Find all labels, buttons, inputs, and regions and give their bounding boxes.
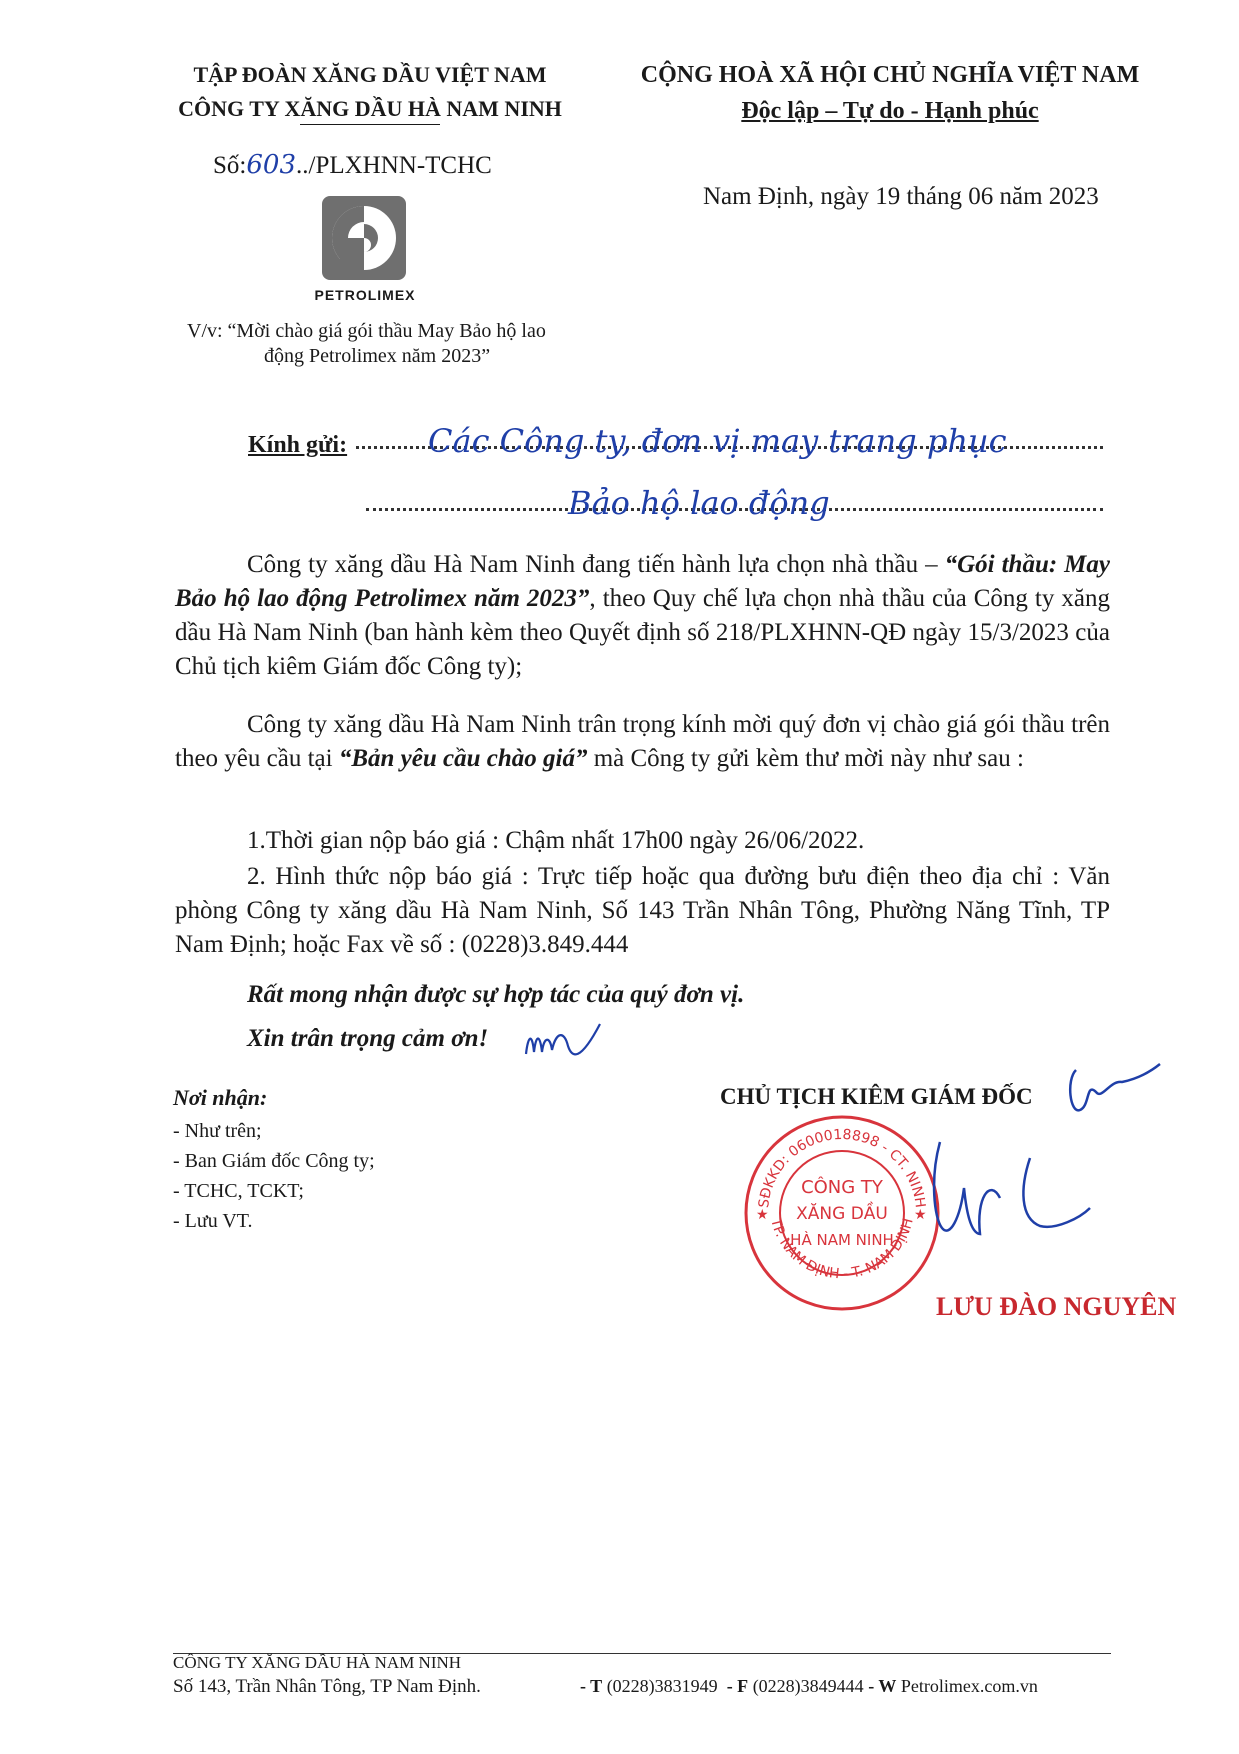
ref-suffix: ../PLXHNN-TCHC: [296, 152, 492, 179]
p1-text-a: Công ty xăng dầu Hà Nam Ninh đang tiến hành lựa chọn nhà thầu –: [247, 551, 945, 578]
reference-number: [213, 150, 492, 180]
company-name-text: CÔNG TY XĂNG DẦU HÀ NAM NINH: [178, 96, 562, 121]
recipients-label: Nơi nhận:: [173, 1085, 268, 1110]
fax-number: (0228)3849444: [748, 1676, 864, 1696]
signer-name: LƯU ĐÀO NGUYÊN: [936, 1292, 1177, 1321]
logo-text: PETROLIMEX: [314, 287, 416, 303]
footer-address: Số 143, Trần Nhân Tông, TP Nam Định.: [173, 1676, 481, 1697]
signature-scribble: [880, 1058, 1210, 1258]
phone-label: - T: [580, 1676, 603, 1696]
closing-line-2: [175, 1022, 1110, 1056]
body-paragraph-1: [175, 548, 1110, 684]
org-name: TẬP ĐOÀN XĂNG DẦU VIỆT NAM: [193, 62, 547, 87]
company-underline: [300, 124, 440, 125]
national-motto: [610, 98, 1170, 125]
addressee-label: [248, 432, 347, 459]
closing-line-1: Rất mong nhận được sự hợp tác của quý đơn vị.: [247, 981, 745, 1008]
seal-line-2: XĂNG DẦU: [796, 1204, 888, 1224]
addressee-handwritten-2: Bảo hộ lao động: [568, 484, 830, 522]
p2-text-a: Công ty xăng dầu Hà Nam Ninh trân trọng kính mời quý đơn vị chào giá gói thầu trên theo yêu cầu tại: [175, 711, 1110, 772]
fax-label: - F: [717, 1676, 749, 1696]
seal-line-3: HÀ NAM NINH: [790, 1231, 894, 1249]
p2-text-c: mà Công ty gửi kèm thư mời này như sau :: [587, 745, 1024, 772]
ref-prefix: Số:: [213, 152, 247, 179]
p1-package-name: “Gói thầu: May Bảo hộ lao động Petrolimex năm 2023”: [175, 551, 1110, 612]
web-label: - W: [863, 1676, 897, 1696]
seal-line-1: CÔNG TY: [801, 1177, 883, 1198]
closing-line-2-text: Xin trân trọng cảm ơn!: [247, 1025, 489, 1052]
phone-number: (0228)3831949: [602, 1676, 718, 1696]
subject-line-1: V/v: “Mời chào giá gói thầu May Bảo hộ lao: [187, 320, 546, 342]
ref-handwritten-number: 603: [246, 150, 296, 180]
recipient-item: - TCHC, TCKT;: [173, 1180, 304, 1202]
subject-line-2: động Petrolimex năm 2023”: [264, 345, 491, 367]
recipient-item: - Lưu VT.: [173, 1210, 253, 1232]
p2-document-name: “Bản yêu cầu chào giá”: [338, 745, 588, 772]
footer-company: CÔNG TY XĂNG DẦU HÀ NAM NINH: [173, 1653, 462, 1672]
recipient-item: - Như trên;: [173, 1120, 262, 1142]
web-address: Petrolimex.com.vn: [896, 1676, 1038, 1696]
petrolimex-logo: [320, 194, 408, 282]
addressee-label-text: Kính gửi:: [248, 432, 348, 458]
body-item-2: 2. Hình thức nộp báo giá : Trực tiếp hoặc qua đường bưu điện theo địa chỉ : Văn phòng Công ty xăng dầu Hà Nam Ninh, Số 143 Trần Nhân Tông, Phường Năng Tĩnh, TP Nam Định; hoặc Fax về số : (0228)3.849.444: [175, 863, 1110, 958]
national-motto-text: Độc lập – Tự do - Hạnh phúc: [741, 98, 1039, 124]
p1-text-c: , theo Quy chế lựa chọn nhà thầu của Công ty xăng dầu Hà Nam Ninh (ban hành kèm theo Quyết định số 218/PLXHNN-QĐ ngày 15/3/2023 của Chủ tịch kiêm Giám đốc Công ty);: [175, 585, 1110, 680]
footer-contacts: [580, 1676, 1038, 1697]
company-name: [140, 96, 600, 122]
initials-scribble: [520, 1018, 605, 1073]
addressee-handwritten-1: Các Công ty, đơn vị may trang phục: [428, 422, 1007, 460]
nation-name: CỘNG HOÀ XÃ HỘI CHỦ NGHĨA VIỆT NAM: [640, 62, 1140, 88]
seal-bottom-text: TP. NAM ĐỊNH - T. NAM ĐỊNH: [767, 1216, 917, 1283]
petrolimex-logo-icon: [320, 194, 408, 282]
signer-title: CHỦ TỊCH KIÊM GIÁM ĐỐC: [720, 1084, 1033, 1109]
body-item-1: 1.Thời gian nộp báo giá : Chậm nhất 17h00 ngày 26/06/2022.: [247, 827, 865, 854]
recipient-item: - Ban Giám đốc Công ty;: [173, 1150, 375, 1172]
letter-date: Nam Định, ngày 19 tháng 06 năm 2023: [703, 183, 1099, 210]
seal-star-left: ★: [756, 1208, 769, 1223]
seal-star-right: ★: [914, 1208, 927, 1223]
seal-top-text: SĐKKD: 0600018898 - CT. NINH: [756, 1126, 928, 1209]
body-paragraph-2: [175, 708, 1110, 776]
